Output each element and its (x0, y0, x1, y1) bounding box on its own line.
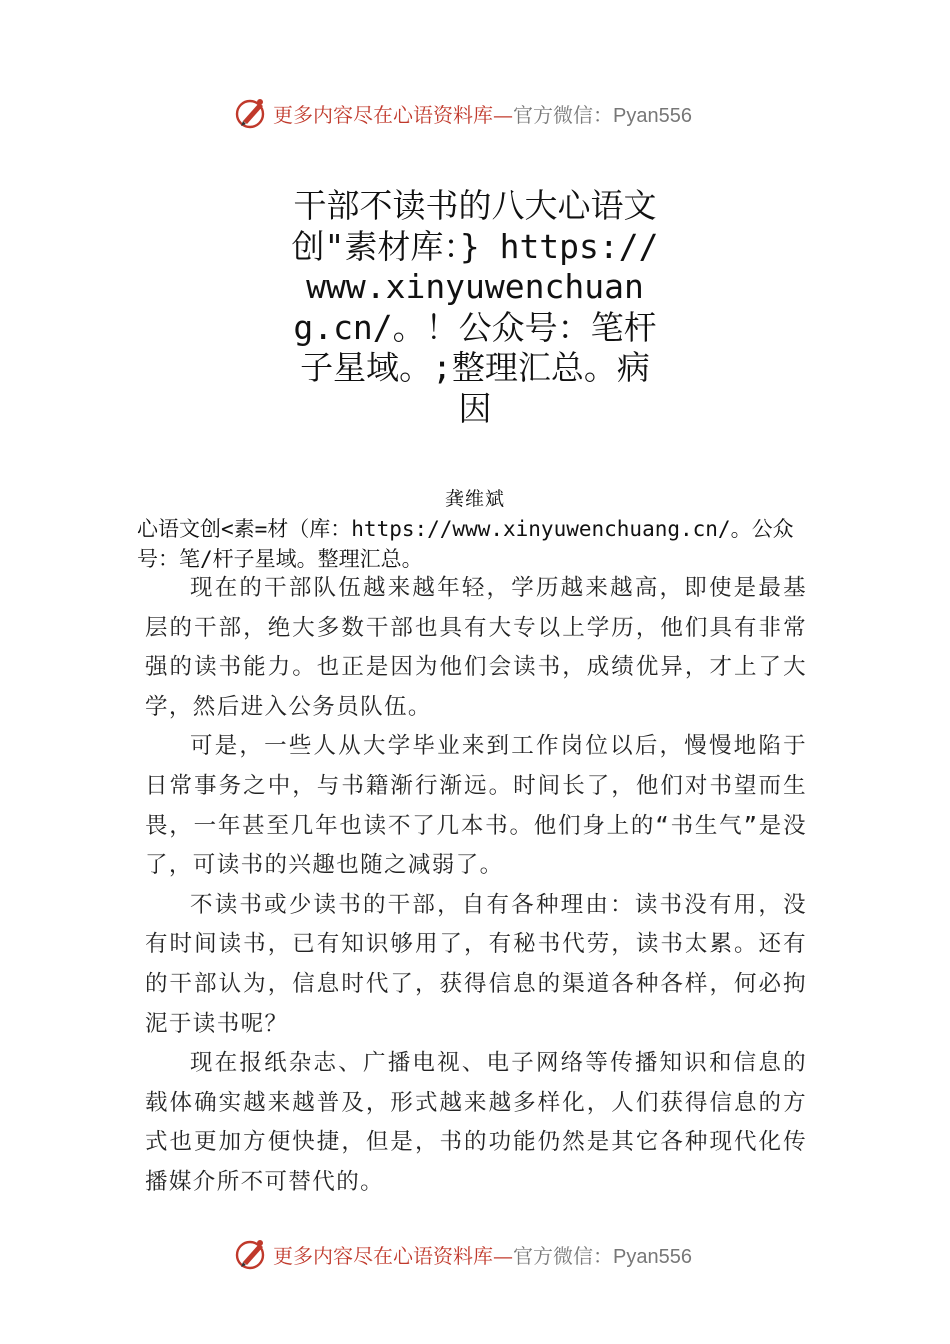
paragraph: 现在的干部队伍越来越年轻，学历越来越高，即使是最基层的干部，绝大多数干部也具有大专以上学历，他们具有非常强的读书能力。也正是因为他们会读书，成绩优异，才上了大学，然后进入公务员队伍。 (145, 575, 807, 720)
header-banner-dash: — (493, 102, 513, 127)
header-banner-text (273, 99, 692, 128)
footer-banner-main: 更多内容尽在心语资料库 (273, 1243, 493, 1268)
document-author: 龚维斌 (444, 488, 505, 510)
paragraph: 可是，一些人从大学毕业来到工作岗位以后，慢慢地陷于日常事务之中，与书籍渐行渐远。时间长了，他们对书望而生畏，一年甚至几年也读不了几本书。他们身上的“书生气”是没了，可读书的兴趣也随之减弱了。 (145, 733, 807, 879)
document-title: 干部不读书的八大心语文创"素材库：} https:// www.xinyuwenchuang.cn/。！公众号：笔杆子星域。;整理汇总。病因 (291, 186, 659, 428)
pen-logo-icon (233, 1236, 269, 1272)
header-contact-id: Pyan556 (613, 104, 692, 127)
pen-logo-icon (233, 95, 269, 131)
paragraph: 不读书或少读书的干部，自有各种理由：读书没有用，没有时间读书，已有知识够用了，有秘书代劳，读书太累。还有的干部认为，信息时代了，获得信息的渠道各种各样，何必拘泥于读书呢？ (145, 891, 807, 1037)
header-contact-label: 官方微信： (513, 104, 613, 127)
footer-contact-id: Pyan556 (613, 1245, 692, 1268)
footer-banner-text (273, 1240, 692, 1269)
footer-banner (0, 1234, 950, 1274)
document-body (145, 569, 807, 1203)
header-banner-content (233, 93, 692, 133)
footer-contact-label: 官方微信： (513, 1245, 613, 1268)
header-banner-main: 更多内容尽在心语资料库 (273, 102, 493, 127)
promo-line: 心语文创<素=材（库：https://www.xinyuwenchuang.cn/。公众号：笔/杆子星域。整理汇总。 (137, 517, 794, 571)
header-banner (0, 93, 950, 133)
footer-banner-dash: — (493, 1243, 513, 1268)
paragraph: 现在报纸杂志、广播电视、电子网络等传播知识和信息的载体确实越来越普及，形式越来越多样化，人们获得信息的方式也更加方便快捷，但是，书的功能仍然是其它各种现代化传播媒介所不可替代的。 (145, 1050, 807, 1195)
footer-banner-content (233, 1234, 692, 1274)
